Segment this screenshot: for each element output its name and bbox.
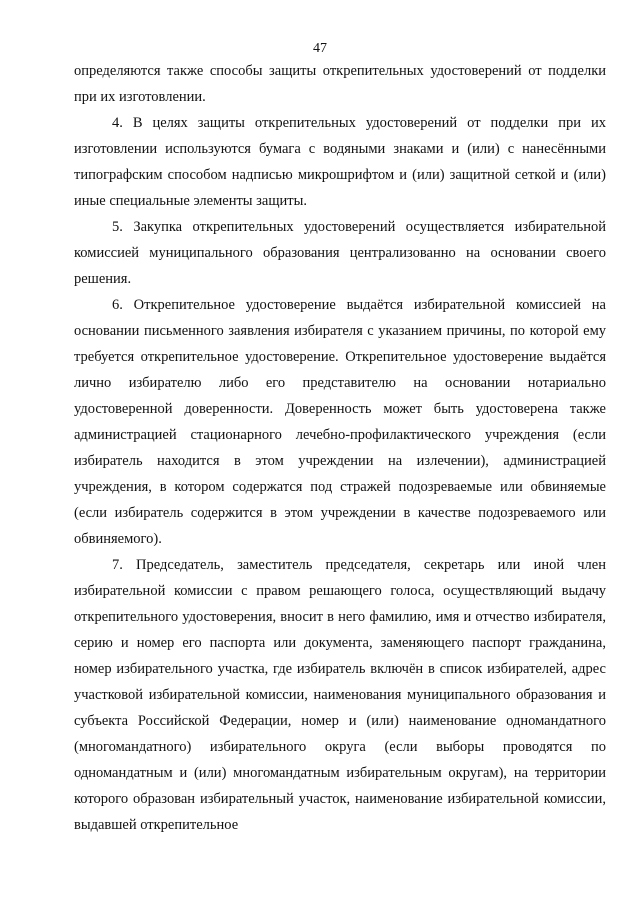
paragraph-item-5: 5. Закупка открепительных удостоверений осуществляется избирательной комиссией муниципального образования централизованно на основании своего решения.: [74, 219, 606, 287]
paragraph-item-6: 6. Открепительное удостоверение выдаётся избирательной комиссией на основании письменного заявления избирателя с указанием причины, по которой ему требуется открепительное удостоверение. Открепительное удостоверение выдаётся лично избирателю либо его представителю на основании нотариально удостоверенной доверенности. Доверенность может быть удостоверена также администрацией стационарного лечебно-профилактического учреждения (если избиратель находится в этом учреждении на излечении), администрацией учреждения, в котором содержатся под стражей подозреваемые или обвиняемые (если избиратель содержится в этом учреждении в качестве подозреваемого или обвиняемого).: [74, 297, 606, 547]
paragraph-item-4: 4. В целях защиты открепительных удостоверений от подделки при их изготовлении используются бумага с водяными знаками и (или) с нанесёнными типографским способом надписью микрошрифтом и (или) защитной сеткой и (или) иные специальные элементы защиты.: [74, 115, 606, 209]
paragraph-continuation: определяются также способы защиты открепительных удостоверений от подделки при их изготовлении.: [74, 63, 606, 105]
document-body: [74, 58, 606, 838]
page-number: 47: [313, 41, 327, 56]
paragraph-item-7: 7. Председатель, заместитель председателя, секретарь или иной член избирательной комиссии с правом решающего голоса, осуществляющий выдачу открепительного удостоверения, вносит в него фамилию, имя и отчество избирателя, серию и номер его паспорта или документа, заменяющего паспорт гражданина, номер избирательного участка, где избиратель включён в список избирателей, адрес участковой избирательной комиссии, наименования муниципального образования и субъекта Российской Федерации, номер и (или) наименование одномандатного (многомандатного) избирательного округа (если выборы проводятся по одномандатным и (или) многомандатным избирательным округам), на территории которого образован избирательный участок, наименование избирательной комиссии, выдавшей открепительное: [74, 557, 606, 833]
